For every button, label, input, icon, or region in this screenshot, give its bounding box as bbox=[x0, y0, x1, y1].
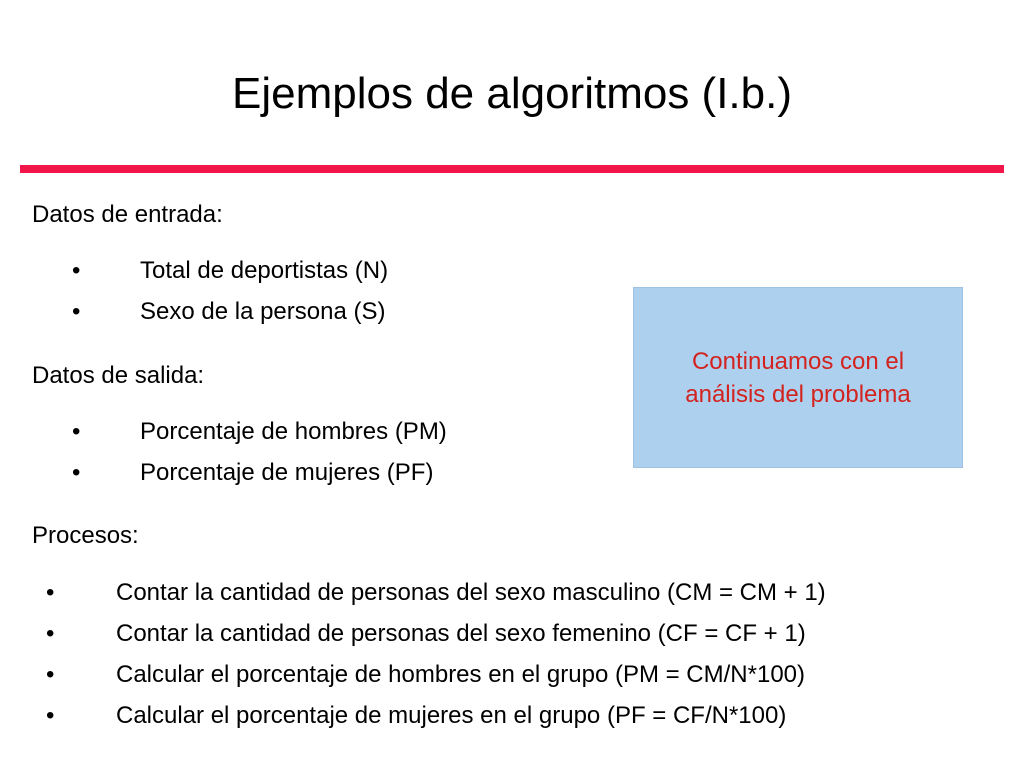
procesos-item-text: Calcular el porcentaje de mujeres en el grupo (PF = CF/N*100) bbox=[116, 702, 787, 729]
bullet-icon: • bbox=[46, 702, 55, 729]
bullet-icon: • bbox=[72, 298, 81, 325]
bullet-icon: • bbox=[46, 661, 55, 688]
bullet-icon: • bbox=[72, 257, 81, 284]
bullet-icon: • bbox=[46, 620, 55, 647]
salida-heading: Datos de salida: bbox=[32, 362, 205, 389]
note-text bbox=[648, 345, 948, 411]
salida-item-text: Porcentaje de mujeres (PF) bbox=[140, 459, 434, 486]
procesos-item-text: Calcular el porcentaje de hombres en el grupo (PM = CM/N*100) bbox=[116, 661, 806, 688]
note-line: análisis del problema bbox=[685, 380, 911, 408]
procesos-item-text: Contar la cantidad de personas del sexo femenino (CF = CF + 1) bbox=[116, 620, 806, 647]
entrada-item-text: Total de deportistas (N) bbox=[140, 257, 389, 284]
salida-item-text: Porcentaje de hombres (PM) bbox=[140, 418, 447, 445]
bullet-icon: • bbox=[72, 459, 81, 486]
title-divider bbox=[20, 165, 1004, 173]
note-line: Continuamos con el bbox=[691, 347, 905, 375]
entrada-item-text: Sexo de la persona (S) bbox=[140, 298, 386, 325]
slide-title: Ejemplos de algoritmos (I.b.) bbox=[232, 69, 792, 118]
procesos-heading: Procesos: bbox=[32, 522, 139, 549]
bullet-icon: • bbox=[72, 418, 81, 445]
entrada-heading: Datos de entrada: bbox=[32, 201, 223, 228]
bullet-icon: • bbox=[46, 579, 55, 606]
note-callout bbox=[633, 287, 963, 468]
procesos-item-text: Contar la cantidad de personas del sexo masculino (CM = CM + 1) bbox=[116, 579, 826, 606]
